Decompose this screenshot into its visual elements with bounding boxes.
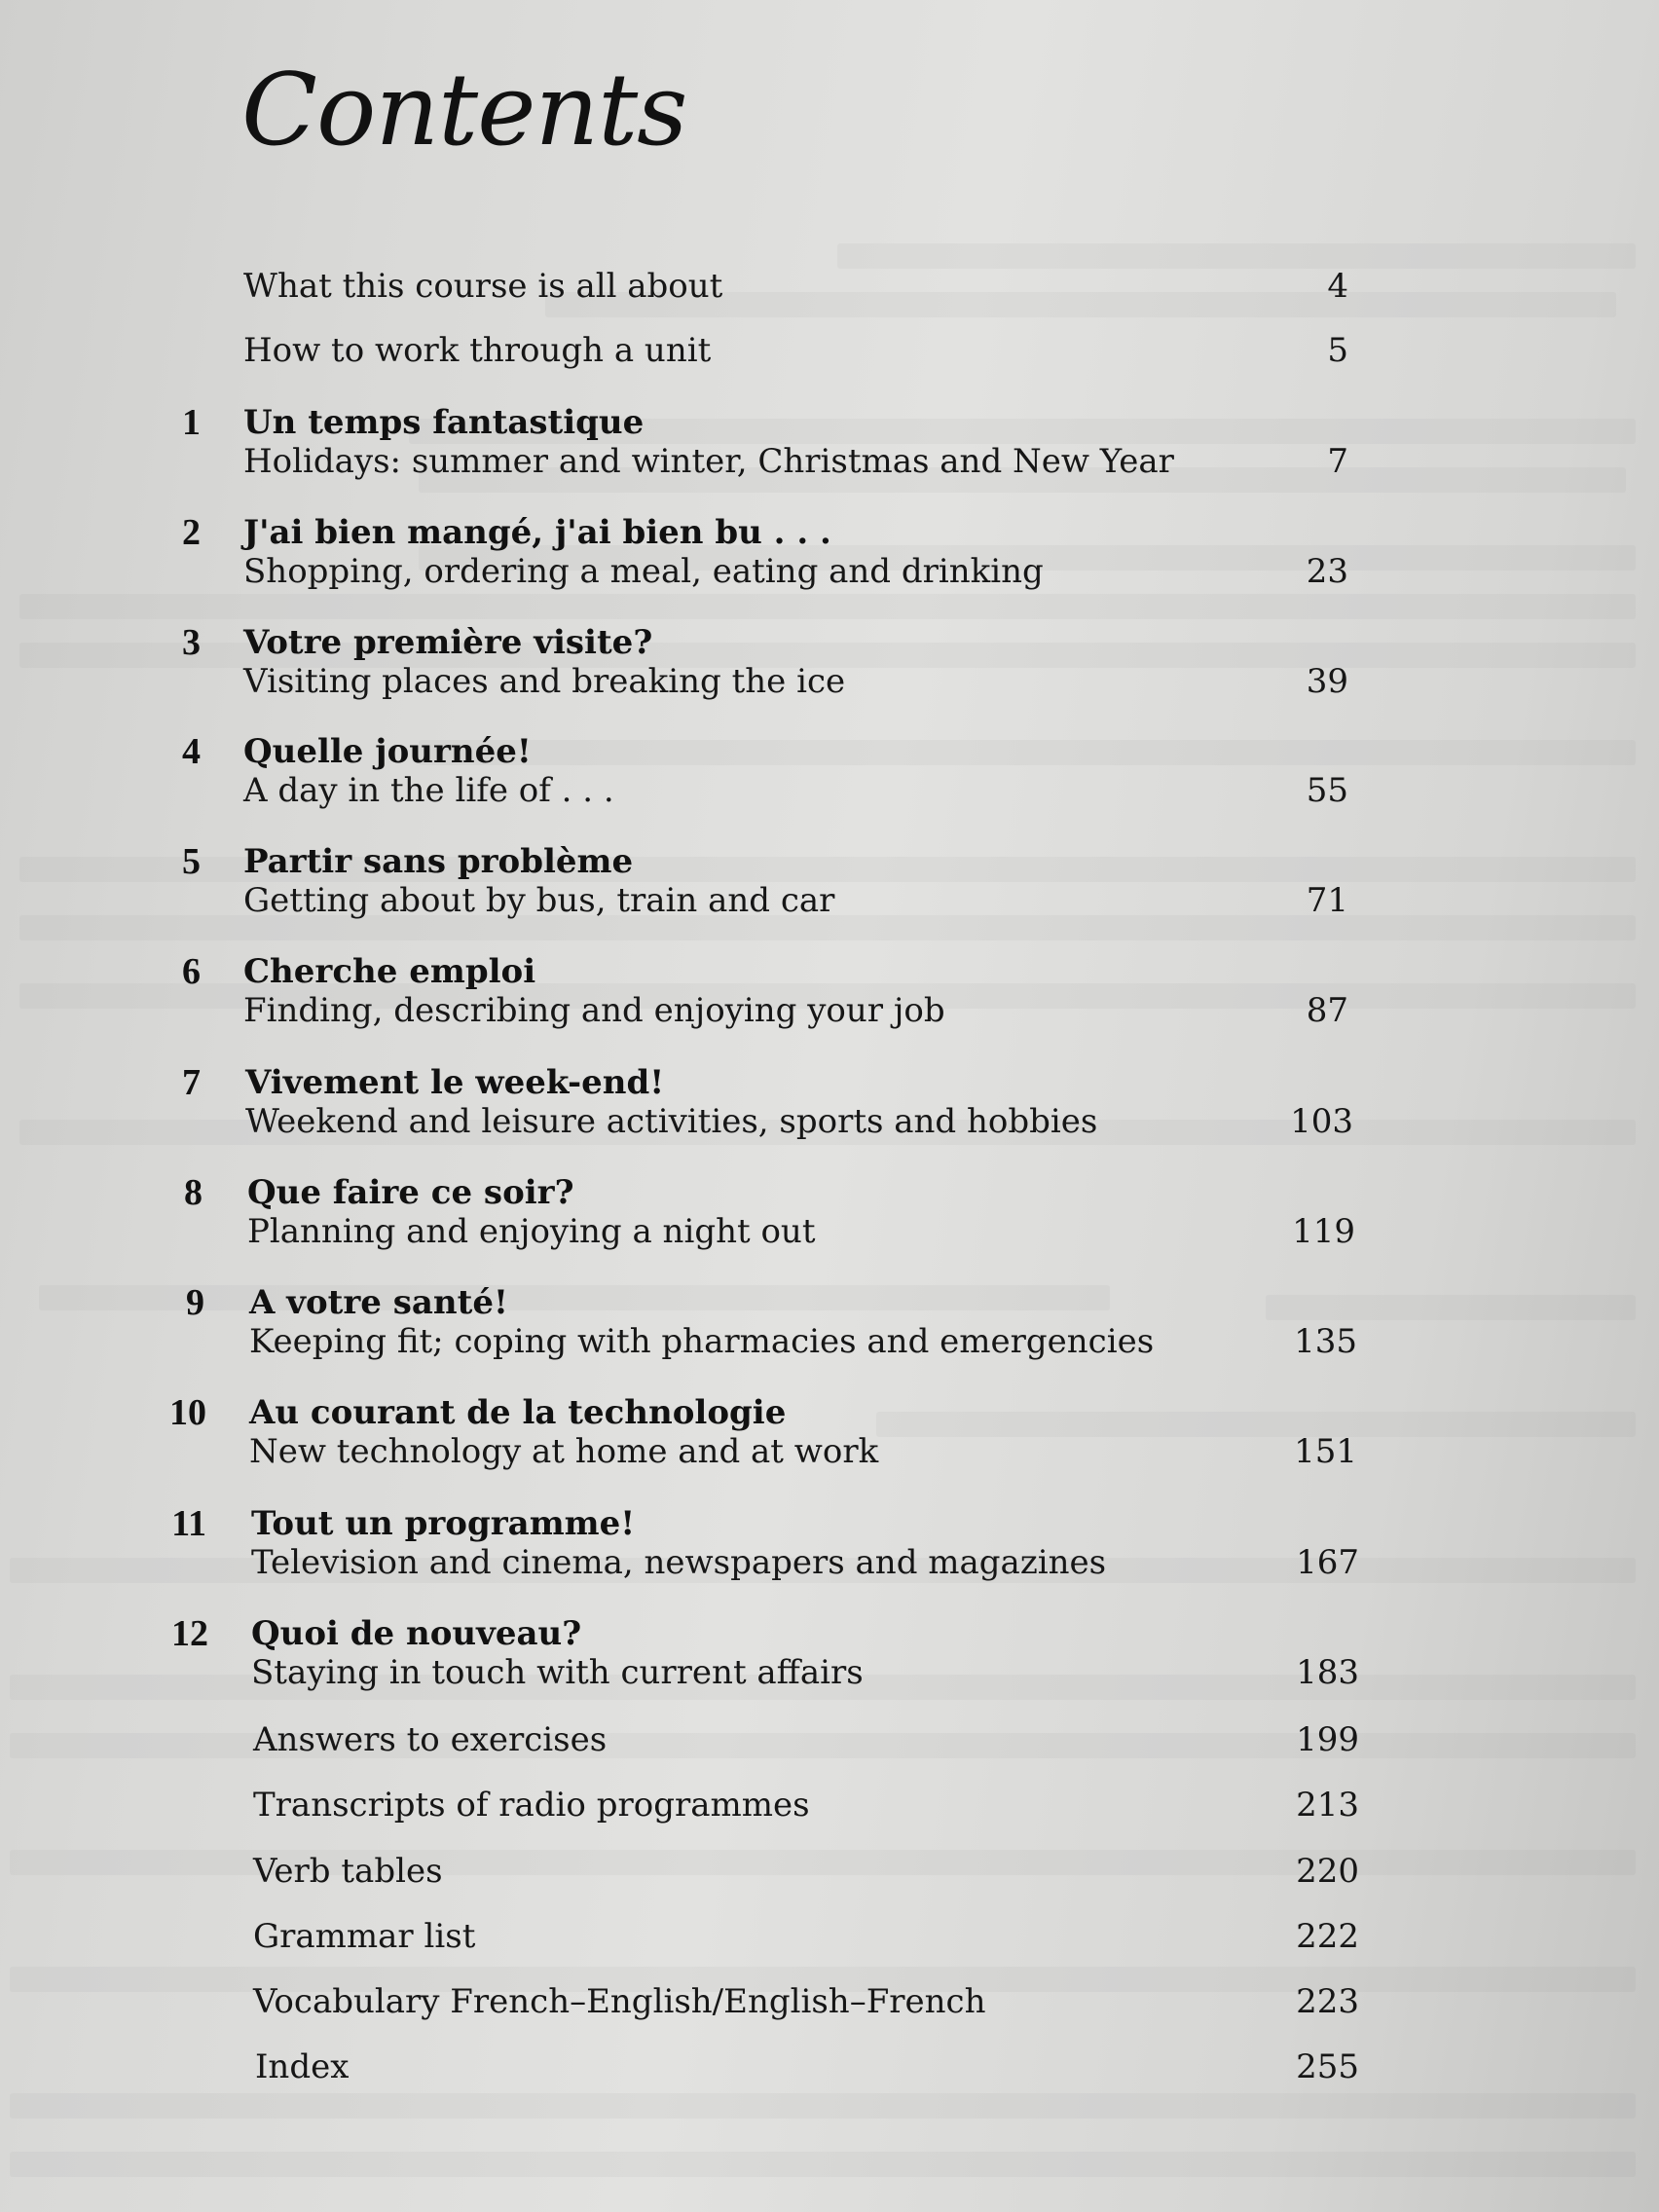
toc-entry-text: Vocabulary French–English/English–French (253, 1982, 986, 2021)
unit-number: 2 (182, 512, 201, 553)
unit-number: 5 (182, 841, 201, 882)
unit-title: Que faire ce soir? (247, 1173, 574, 1212)
unit-title: Tout un programme! (251, 1504, 636, 1543)
unit-title: Un temps fantastique (243, 403, 645, 442)
unit-number: 10 (169, 1392, 206, 1433)
toc-entry-text: Index (255, 2047, 350, 2086)
toc-page-number: 167 (1296, 1543, 1359, 1582)
toc-entry-text: Verb tables (253, 1852, 443, 1891)
toc-page-number: 223 (1296, 1982, 1359, 2021)
unit-title: Partir sans problème (243, 842, 634, 881)
unit-title: Vivement le week-end! (245, 1063, 665, 1102)
unit-subtitle: Staying in touch with current affairs (251, 1653, 864, 1692)
unit-title: Votre première visite? (243, 623, 653, 662)
toc-page-number: 39 (1306, 662, 1348, 701)
unit-title: Au courant de la technologie (249, 1393, 787, 1432)
unit-title: Cherche emploi (243, 952, 536, 991)
unit-subtitle: Finding, describing and enjoying your job (243, 991, 945, 1030)
unit-number: 6 (182, 951, 201, 992)
unit-number: 9 (186, 1282, 204, 1323)
unit-number: 11 (171, 1503, 206, 1544)
toc-entry-text: What this course is all about (243, 267, 723, 306)
unit-title: Quelle journée! (243, 732, 532, 771)
unit-subtitle: Weekend and leisure activities, sports and hobbies (245, 1102, 1098, 1141)
toc-page-number: 135 (1294, 1322, 1357, 1361)
toc-page-number: 5 (1327, 331, 1348, 370)
toc-page-number: 71 (1306, 881, 1348, 920)
unit-number: 7 (182, 1062, 201, 1103)
toc-page-number: 222 (1296, 1917, 1359, 1956)
unit-subtitle: Keeping fit; coping with pharmacies and emergencies (249, 1322, 1155, 1361)
unit-subtitle: Television and cinema, newspapers and magazines (251, 1543, 1107, 1582)
unit-subtitle: A day in the life of . . . (243, 771, 614, 810)
toc-page-number: 119 (1292, 1212, 1355, 1251)
unit-subtitle: Getting about by bus, train and car (243, 881, 835, 920)
unit-subtitle: Holidays: summer and winter, Christmas and New Year (243, 442, 1174, 481)
toc-page-number: 7 (1327, 442, 1348, 481)
unit-subtitle: Visiting places and breaking the ice (243, 662, 846, 701)
unit-number: 4 (182, 731, 201, 772)
toc-page-number: 23 (1306, 552, 1348, 591)
unit-title: Quoi de nouveau? (251, 1614, 582, 1653)
toc-page-number: 199 (1296, 1720, 1359, 1759)
unit-number: 8 (184, 1172, 203, 1213)
toc-entry-text: Grammar list (253, 1917, 476, 1956)
toc-page-number: 4 (1327, 267, 1348, 306)
unit-subtitle: Planning and enjoying a night out (247, 1212, 816, 1251)
toc-page-number: 255 (1296, 2047, 1359, 2086)
unit-number: 3 (182, 622, 201, 663)
unit-subtitle: Shopping, ordering a meal, eating and drinking (243, 552, 1044, 591)
toc-page-number: 183 (1296, 1653, 1359, 1692)
toc-page-number: 103 (1290, 1102, 1353, 1141)
page-title: Contents (241, 53, 687, 168)
unit-subtitle: New technology at home and at work (249, 1432, 879, 1471)
toc-page-number: 220 (1296, 1852, 1359, 1891)
toc-page-number: 151 (1294, 1432, 1357, 1471)
toc-entry-text: How to work through a unit (243, 331, 712, 370)
unit-title: J'ai bien mangé, j'ai bien bu . . . (243, 513, 831, 552)
toc-entry-text: Answers to exercises (253, 1720, 608, 1759)
unit-title: A votre santé! (249, 1283, 508, 1322)
unit-number: 1 (182, 402, 201, 443)
toc-page-number: 213 (1296, 1786, 1359, 1825)
toc-page-number: 87 (1306, 991, 1348, 1030)
toc-page-number: 55 (1306, 771, 1348, 810)
unit-number: 12 (171, 1613, 208, 1654)
toc-entry-text: Transcripts of radio programmes (253, 1786, 810, 1825)
